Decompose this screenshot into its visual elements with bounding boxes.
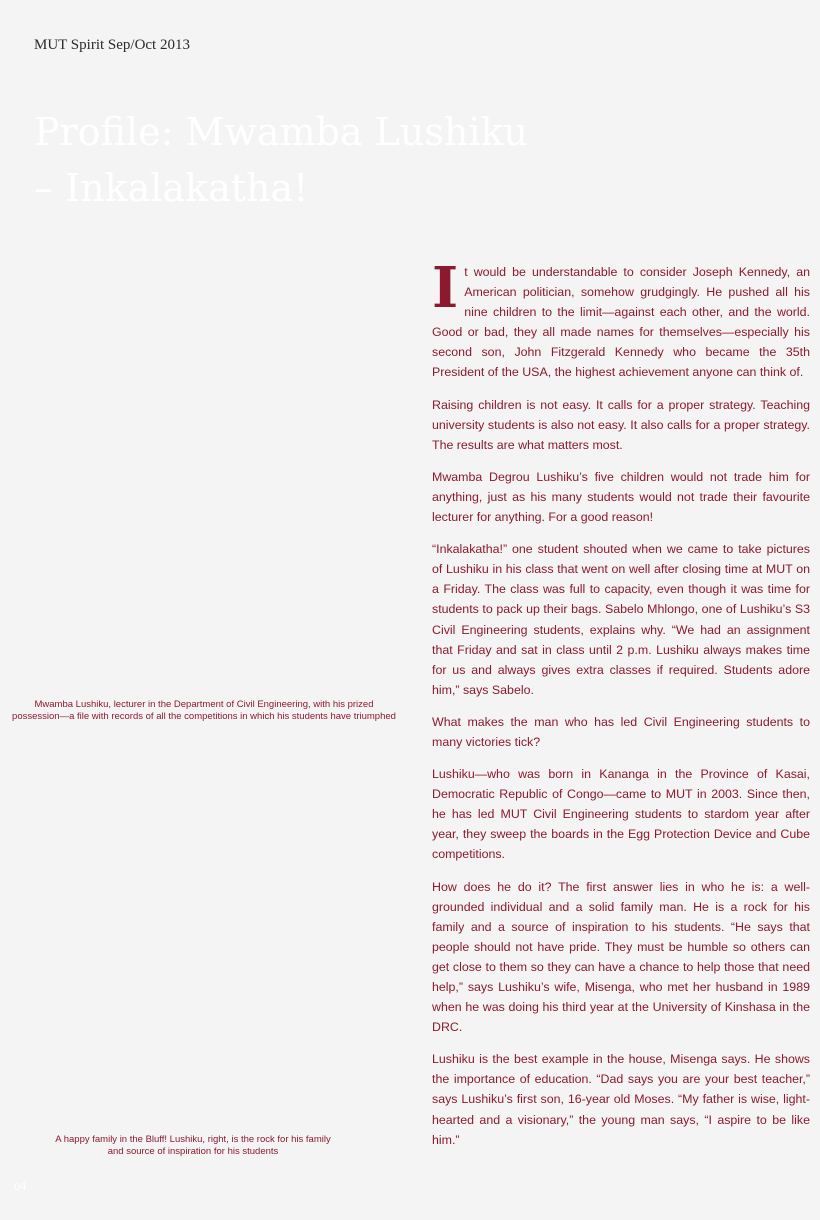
caption-line: Mwamba Lushiku, lecturer in the Department of Civil Engineering, with his prized	[34, 699, 374, 710]
caption-line: A happy family in the Bluff! Lushiku, right, is the rock for his family	[55, 1134, 331, 1145]
photo-caption-family	[40, 1134, 346, 1158]
article-paragraph: Raising children is not easy. It calls for a proper strategy. Teaching university students is also not easy. It also calls for a proper strategy. The results are what matters most.	[432, 397, 810, 452]
article-paragraph: Lushiku is the best example in the house, Misenga says. He shows the importance of education. “Dad says you are your best teacher,” says Lushiku’s first son, 16-year old Moses. “My father is wise, light-hearted and a visionary,” the young man says, “I aspire to be like him.”	[432, 1052, 810, 1147]
title-line-1: Profile: Mwamba Lushiku	[34, 110, 528, 154]
article-paragraph: What makes the man who has led Civil Engineering students to many victories tick?	[432, 714, 810, 749]
article-paragraph	[432, 255, 810, 383]
article-paragraph: How does he do it? The first answer lies in who he is: a well-grounded individual and a solid family man. He is a rock for his family and a source of inspiration to his students. “He says that people should not have pride. They must be humble so others can get close to them so they can have a chance to help those that need help,” says Lushiku’s wife, Misenga, who met her husband in 1989 when he was doing his third year at the University of Kinshasa in the DRC.	[432, 879, 810, 1035]
article-paragraph: Lushiku—who was born in Kananga in the Province of Kasai, Democratic Republic of Congo—came to MUT in 2003. Since then, he has led MUT Civil Engineering students to stardom year after year, they sweep the boards in the Egg Protection Device and Cube competitions.	[432, 767, 810, 862]
article-paragraph: “Inkalakatha!” one student shouted when we came to take pictures of Lushiku in his class that went on well after closing time at MUT on a Friday. The class was full to capacity, even though it was time for students to pack up their bags. Sabelo Mhlongo, one of Lushiku’s S3 Civil Engineering students, explains why. “We had an assignment that Friday and sat in class until 2 p.m. Lushiku always makes time for us and always gives extra classes if required. Students adore him,” says Sabelo.	[432, 542, 810, 697]
caption-line: possession—a file with records of all the competitions in which his students have triumphed	[12, 711, 396, 722]
drop-cap: I	[432, 255, 459, 321]
title-line-2: – Inkalakatha!	[34, 166, 309, 210]
caption-line: and source of inspiration for his students	[107, 1146, 279, 1157]
page-number: 04	[14, 1181, 27, 1193]
article-title	[34, 104, 634, 216]
photo-caption-lecturer	[8, 699, 400, 723]
publication-header: MUT Spirit Sep/Oct 2013	[34, 37, 190, 53]
article-paragraph: Mwamba Degrou Lushiku’s five children would not trade him for anything, just as his many students would not trade their favourite lecturer for anything. For a good reason!	[432, 469, 810, 525]
paragraph-text: t would be understandable to consider Joseph Kennedy, an American politician, somehow grudgingly. He pushed all his nine children to the limit—against each other, and the world. Good or bad, they all made names for themselves—especially his second son, John Fitzgerald Kennedy who became the 35th President of the USA, the highest achievement anyone can think of.	[432, 265, 810, 380]
article-body	[432, 255, 810, 1162]
